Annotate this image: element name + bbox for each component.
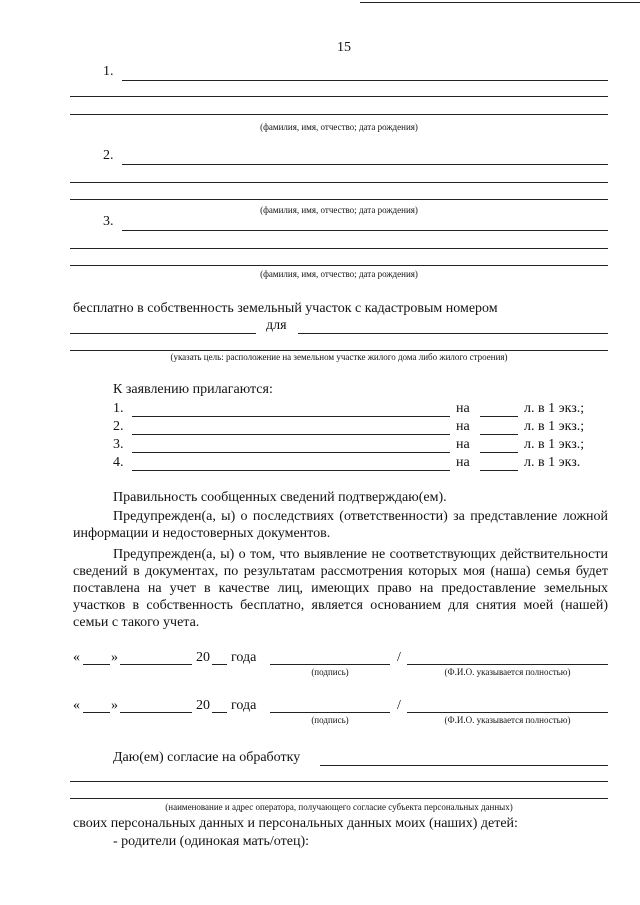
- cadastral-number-line[interactable]: [70, 333, 256, 334]
- sig2-fio-line[interactable]: [407, 712, 608, 713]
- sig1-open-quote: «: [73, 650, 80, 665]
- attachment-3-na: на: [456, 437, 470, 452]
- attachment-3-suffix: л. в 1 экз.;: [524, 437, 585, 452]
- attachment-2-na: на: [456, 419, 470, 434]
- consent-continuation: своих персональных данных и персональных данных моих (наших) детей:: [73, 816, 518, 831]
- land-purpose-caption: (указать цель: расположение на земельном участке жилого дома либо жилого строения): [170, 352, 508, 362]
- person-1-line-2[interactable]: [70, 96, 608, 97]
- attachment-3-sheets-line[interactable]: [480, 452, 518, 453]
- person-3-name-line[interactable]: [122, 230, 608, 231]
- attachment-1-number: 1.: [113, 401, 124, 416]
- sig1-slash: /: [397, 650, 401, 665]
- attachment-1-line[interactable]: [132, 416, 450, 417]
- person-2-line-2[interactable]: [70, 182, 608, 183]
- consent-operator-line[interactable]: [320, 765, 608, 766]
- attachments-heading: К заявлению прилагаются:: [113, 382, 273, 397]
- sig1-fio-line[interactable]: [407, 664, 608, 665]
- attachment-1-sheets-line[interactable]: [480, 416, 518, 417]
- sig1-month-line[interactable]: [120, 664, 192, 665]
- attachment-4-sheets-line[interactable]: [480, 470, 518, 471]
- sig2-fio-caption: (Ф.И.О. указывается полностью): [444, 715, 571, 725]
- person-1-line-3[interactable]: [70, 114, 608, 115]
- attachment-3-line[interactable]: [132, 452, 450, 453]
- land-statement: бесплатно в собственность земельный участок с кадастровым номером: [73, 301, 498, 316]
- sig2-signature-line[interactable]: [270, 712, 390, 713]
- consent-text: Даю(ем) согласие на обработку: [113, 750, 301, 765]
- sig2-open-quote: «: [73, 698, 80, 713]
- person-1-name-line[interactable]: [122, 80, 608, 81]
- person-3-line-3[interactable]: [70, 265, 608, 266]
- person-2-caption: (фамилия, имя, отчество; дата рождения): [260, 205, 418, 215]
- attachment-1-suffix: л. в 1 экз.;: [524, 401, 585, 416]
- sig1-year-prefix: 20: [196, 650, 210, 665]
- attachment-2-sheets-line[interactable]: [480, 434, 518, 435]
- attachment-4-na: на: [456, 455, 470, 470]
- land-purpose-line[interactable]: [298, 333, 608, 334]
- warning-paragraph-1: Предупрежден(а, ы) о последствиях (ответственности) за представление ложной информации и недостоверных документов.: [73, 509, 608, 541]
- confirmation-text: Правильность сообщенных сведений подтверждаю(ем).: [113, 490, 447, 505]
- consent-operator-line-3[interactable]: [70, 798, 608, 799]
- attachment-2-suffix: л. в 1 экз.;: [524, 419, 585, 434]
- sig1-fio-caption: (Ф.И.О. указывается полностью): [444, 667, 571, 677]
- attachment-4-number: 4.: [113, 455, 124, 470]
- consent-operator-line-2[interactable]: [70, 781, 608, 782]
- sig1-close-quote: »: [111, 650, 118, 665]
- sig2-year-line[interactable]: [212, 712, 227, 713]
- attachment-3-number: 3.: [113, 437, 124, 452]
- consent-caption: (наименование и адрес оператора, получающего согласие субъекта персональных данных): [165, 802, 513, 812]
- person-2-number: 2.: [103, 148, 114, 163]
- attachment-4-suffix: л. в 1 экз.: [524, 455, 581, 470]
- sig2-close-quote: »: [111, 698, 118, 713]
- sig1-signature-caption: (подпись): [311, 667, 349, 677]
- sig1-year-line[interactable]: [212, 664, 227, 665]
- land-purpose-line-2[interactable]: [70, 350, 608, 351]
- sig1-signature-line[interactable]: [270, 664, 390, 665]
- parents-label: - родители (одинокая мать/отец):: [113, 834, 309, 849]
- sig2-year-prefix: 20: [196, 698, 210, 713]
- person-3-line-2[interactable]: [70, 248, 608, 249]
- sig2-day-line[interactable]: [83, 712, 110, 713]
- person-2-line-3[interactable]: [70, 199, 608, 200]
- person-2-name-line[interactable]: [122, 164, 608, 165]
- sig2-signature-caption: (подпись): [311, 715, 349, 725]
- warning-paragraph-2: Предупрежден(а, ы) о том, что выявление не соответствующих действительности сведений в документах, по результатам рассмотрения которых моя (наша) семья будет поставлена на учет в качестве лиц, имеющих право на предоставление земельных участков в собственность бесплатно, является основанием для снятия моей (нашей) семьи с такого учета.: [73, 547, 608, 630]
- page-number: 15: [337, 40, 351, 55]
- top-edge-line: [360, 2, 640, 3]
- person-1-number: 1.: [103, 64, 114, 79]
- sig2-year-word: года: [231, 698, 257, 713]
- person-3-number: 3.: [103, 214, 114, 229]
- attachment-2-line[interactable]: [132, 434, 450, 435]
- attachment-2-number: 2.: [113, 419, 124, 434]
- person-1-caption: (фамилия, имя, отчество; дата рождения): [260, 122, 418, 132]
- land-for-label: для: [266, 318, 287, 333]
- sig2-slash: /: [397, 698, 401, 713]
- sig1-day-line[interactable]: [83, 664, 110, 665]
- attachment-4-line[interactable]: [132, 470, 450, 471]
- sig2-month-line[interactable]: [120, 712, 192, 713]
- sig1-year-word: года: [231, 650, 257, 665]
- person-3-caption: (фамилия, имя, отчество; дата рождения): [260, 269, 418, 279]
- attachment-1-na: на: [456, 401, 470, 416]
